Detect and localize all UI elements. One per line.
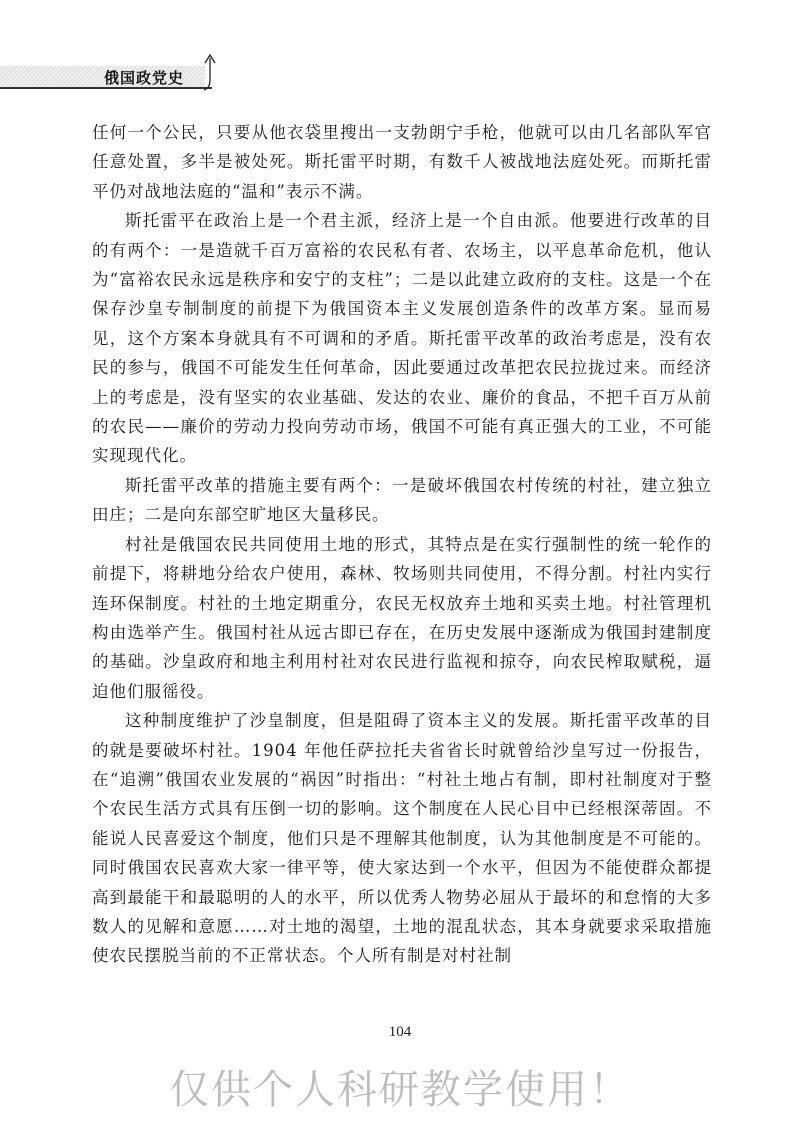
running-header [0,52,800,96]
paragraph: 斯托雷平在政治上是一个君主派，经济上是一个自由派。他要进行改革的目的有两个：一是造就千百万富裕的农民私有者、农场主，以平息革命危机，他认为“富裕农民永远是秩序和安宁的支柱”；二是以此建立政府的支柱。这是一个在保存沙皇专制制度的前提下为俄国资本主义发展创造条件的改革方案。显而易见，这个方案本身就具有不可调和的矛盾。斯托雷平改革的政治考虑是，没有农民的参与，俄国不可能发生任何革命，因此要通过改革把农民拉拢过来。而经济上的考虑是，没有坚实的农业基础、发达的农业、廉价的食品，不把千百万从前的农民——廉价的劳动力投向劳动市场，俄国不可能有真正强大的工业，不可能实现现代化。 [92,211,712,466]
book-title: 俄国政党史 [104,69,185,87]
paragraph: 任何一个公民，只要从他衣袋里搜出一支勃朗宁手枪，他就可以由几名部队军官任意处置，多半是被处死。斯托雷平时期，有数千人被战地法庭处死。而斯托雷平仍对战地法庭的“温和”表示不满。 [92,123,712,201]
paragraph: 斯托雷平改革的措施主要有两个：一是破坏俄国农村传统的村社，建立独立田庄；二是向东部空旷地区大量移民。 [92,475,712,525]
page-number: 104 [388,1024,412,1040]
up-arrow-icon [200,52,218,92]
page-body [92,118,712,971]
paragraph: 村社是俄国农民共同使用土地的形式，其特点是在实行强制性的统一轮作的前提下，将耕地分给农户使用，森林、牧场则共同使用，不得分割。村社内实行连环保制度。村社的土地定期重分，农民无权放弃土地和买卖土地。村社管理机构由选举产生。俄国村社从远古即已存在，在历史发展中逐渐成为俄国封建制度的基础。沙皇政府和地主利用村社对农民进行监视和掠夺，向农民榨取赋税，逼迫他们服徭役。 [92,534,712,701]
paragraph: 这种制度维护了沙皇制度，但是阻碍了资本主义的发展。斯托雷平改革的目的就是要破坏村社。1904 年他任萨拉托夫省省长时就曾给沙皇写过一份报告，在“追溯”俄国农业发展的“祸因”时指出：“村社土地占有制，即村社制度对于整个农民生活方式具有压倒一切的影响。这个制度在人民心目中已经根深蒂固。不能说人民喜爱这个制度，他们只是不理解其他制度，认为其他制度是不可能的。同时俄国农民喜欢大家一律平等，使大家达到一个水平，但因为不能使群众都提高到最能干和最聪明的人的水平，所以优秀人物势必屈从于最坏的和怠惰的大多数人的见解和意愿……对土地的渴望，土地的混乱状态，其本身就要求采取措施使农民摆脱当前的不正常状态。个人所有制是对村社制 [92,711,712,966]
watermark-text: 仅供个人科研教学使用！ [169,1067,631,1113]
